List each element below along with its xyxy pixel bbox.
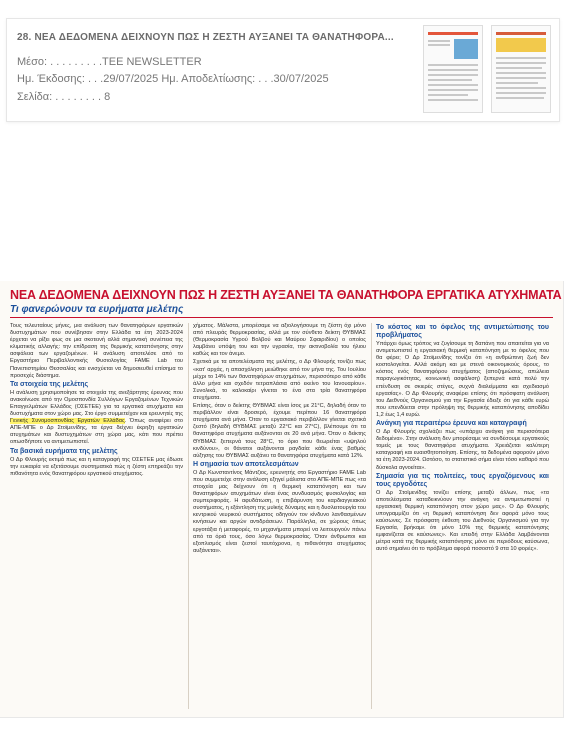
page-thumbnail-2[interactable]	[491, 25, 551, 113]
section-heading: Σημασία για τις πολιτείες, τους εργαζόμενους και τους εργοδότες	[376, 472, 549, 488]
headline-rule	[10, 317, 553, 318]
section-heading: Τα βασικά ευρήματα της μελέτης	[10, 447, 118, 455]
highlighted-text: Γενικής Συνομοσπονδίας Εργατών Ελλάδας	[10, 418, 125, 425]
paragraph: Ο Δρ Στοϊμενίδης τονίζει επίσης μεταξύ άλλων, πως «τα αποτελέσματα καταδεικνύουν την ανάγκη να αντιμετωπιστεί η εργασιακή θερμική καταπόνηση στον χώρο μας». Ο Δρ Φλουρής υπογραμμίζει ότι «η θερμική καταπόνηση δεν αφορά μόνο τους καύσωνες. Σε πρόσφατη έκθεση του Διεθνούς Οργανισμού για την Εργασία, βρήκαμε ότι μόνο 10% της θερμικής καταπόνησης εμφανίζεται σε καύσωνες». Και επειδή στην Ελλάδα λαμβάνονται μέτρα κατά της θερμικής καταπόνησης μόνο σε περιόδους καύσωνα, αυτό σημαίνει ότι το πρόβλημα αφορά ποσοστό 9 στα 10 φορές».	[376, 489, 549, 553]
article-column-1	[10, 323, 183, 479]
paragraph: Τους τελευταίους μήνες, μια ανάλυση των θανατηφόρων εργατικών δυστυχημάτων που συνέβησαν στην Ελλάδα τα έτη 2023-2024 έρχεται να ρίξει φως σε μια σκοτεινή αλλά σημαντική συνέπεια της κλιματικής αλλαγής: την επίδραση της θερμικής καταπόνησης στην ασφάλεια των εργαζομένων. Η ανάλυση αποτελέσε από το Εργαστήριο Περιβαλλοντικής Φυσιολογίας FAME Lab του Πανεπιστημίου Θεσσαλίας και ενισχύεται να δημοσιευθεί επίσημα το προσεχές διάστημα.	[10, 323, 183, 379]
paragraph: Ο Δρ Φλουρής σχολιάζει πως «υπάρχει ανάγκη για περισσότερα δεδομένα». Στην ανάλυση δεν μπορέσαμε να συνδέσουμε εργατικούς τομείς με τους θανατηφόρα ατυχήματα. Χρειάζεται καλύτερη καταγραφή και ευαισθητοποίηση. Επίσης, τα δεδομένα αφορούν μόνο τα έτη 2023-2024. Ωστόσο, το στατιστικό σήμα είναι τόσο καθαρό που δύσκολα αγνοείται».	[376, 429, 549, 471]
article-column-3	[376, 323, 549, 554]
page-line: Σελίδα: . . . . . . . . 8	[17, 91, 111, 103]
section-heading: Το κόστος και το όφελος της αντιμετώπισης του προβλήματος	[376, 324, 549, 339]
medium-line: Μέσο: . . . . . . . . .TEE NEWSLETTER	[17, 56, 202, 68]
section-heading: Η σημασία των αποτελεσμάτων	[193, 460, 299, 468]
page-thumbnail-1[interactable]	[423, 25, 483, 113]
article-title[interactable]: 28. ΝΕΑ ΔΕΔΟΜΕΝΑ ΔΕΙΧΝΟΥΝ ΠΩΣ Η ΖΕΣΤΗ ΑΥΞΑΝΕΙ ΤΑ ΘΑΝΑΤΗΦΟΡΑ...	[17, 32, 394, 43]
paragraph: Ο Δρ Φλουρής εκτιμά πως και η καταγραφή της ΟΣΕΤΕΕ μας έδωσε την ευκαιρία να εξετάσουμε συστηματικά πώς η ζέστη επηρεάζει την πιθανότητα ενός θανατηφόρου εργατικού ατυχήματος.	[10, 456, 183, 477]
column-divider	[371, 323, 372, 709]
paragraph: Σχετικά με τα αποτελέσματα της μελέτης, ο Δρ Φλουρής τονίζει πως «κατ' αρχάς, η απασχόληση μειώθηκε από τον μήνα της. Του Ιουλίου μέχρι το 14% των θανατηφόρων ατυχημάτων, περισσότερο από κάθε άλλο μήνα και σχεδόν τετραπλάσια από εκείνο του Ιανουαρίου». Συνολικά, το καλοκαίρι γίνεται το ένα στα τρία θανατηφόρα ατυχήματα.	[193, 359, 366, 401]
section-heading: Τα στοιχεία της μελέτης	[10, 380, 89, 388]
paragraph: Υπάρχει όμως τρόπος να ζυγίσουμε τη δαπάνη που απαιτείται για να αντιμετωπιστεί η εργασιακή θερμική καταπόνηση με το όφελος που θα φέρει; Ο Δρ Στοϊμενίδης τονίζει ότι «η ανθρώπινη ζωή δεν κοστολογείται. Αλλά ακόμη και με στενά οικονομικούς όρους, το κόστος ενός θανατηφόρου ατυχήματος (αποζημιώσεις, απώλεια παραγωγικότητας, κοινωνική ασφάλιση) ξεπερνά κατά πολύ την επένδυση σε σκιερές στέγες, συχνά διαλείμματα και σχεδιασμό εργασίας». Ο Δρ Φλουρής αναφέρει επίσης ότι πρόσφατη ανάλυση του Διεθνούς Οργανισμού για την Εργασία έδειξε ότι για κάθε ευρώ που επενδύεται στην πρόληψη της θερμικής καταπόνησης αποδίδει 1,2 έως 1,4 ευρώ.	[376, 341, 549, 418]
dates-line: Ημ. Έκδοσης: . . .29/07/2025 Ημ. Αποδελτίωσης: . . .30/07/2025	[17, 73, 329, 85]
paragraph: χήματος. Μάλιστα, μπορέσαμε να αξιολογήσουμε τη ζέστη όχι μόνο από πλευράς θερμοκρασίας, αλλά με τον σύνθετο δείκτη ΘΥΒΜΑΣ (Θερμοκρασία Υγρού Βολβού και Μαύρου Σφαιριδίου) ο οποίος λαμβάνει υπόψη του και την υγρασία, την ακτινοβολία του ήλιου καθώς και τον άνεμο.	[193, 323, 366, 358]
clip-headline: ΝΕΑ ΔΕΔΟΜΕΝΑ ΔΕΙΧΝΟΥΝ ΠΩΣ Η ΖΕΣΤΗ ΑΥΞΑΝΕΙ ΤΑ ΘΑΝΑΤΗΦΟΡΑ ΕΡΓΑΤΙΚΑ ΑΤΥΧΗΜΑΤΑ	[10, 288, 562, 302]
paragraph: Η ανάλυση χρησιμοποίησε τα στοιχεία της ανεξάρτητης έρευνας που ανακοίνωσε από την Ομοσπονδία Συλλόγων Εργαζομένων Τεχνικών Επαγγελμάτων Ελλάδος (ΟΣΕΤΕΕ) για τα εργατικά ατυχήματα και δυστυχήματα στον χώρο μας. Στο έργο συμμετείχαν και ερευνητές της Γενικής Συνομοσπονδίας Εργατών Ελλάδας. Όπως αναφέρει στο ΑΠΕ-ΜΠΕ ο Δρ Στοϊμενίδης, τα έργα δείχνει έκρηξη εργατικών ατυχημάτων και δυστυχημάτων στη χώρα μας, κάτι που πρέπει οπωσδήποτε να αντιμετωπιστεί.	[10, 389, 183, 446]
newspaper-clipping	[0, 281, 564, 718]
article-column-2	[193, 323, 366, 556]
clipping-card[interactable]	[6, 18, 560, 122]
paragraph: Επίσης, όταν ο δείκτης ΘΥΒΜΑΣ είναι ίσος με 21°C, δηλαδή όταν το περιβάλλον είναι δροσερό, έχουμε περίπου 16 θανατηφόρα ατυχήματα ανά μήνα. Όταν το εργασιακό περιβάλλον γίνεται σχετικά ζεστό (δηλαδή ΘΥΒΜΑΣ μεταξύ 22°C και 27°C), βλέπουμε ότι τα θανατηφόρα ατυχήματα αυξάνονται σε 20 ανά μήνα. Όταν ο δείκτης ΘΥΒΜΑΣ ξεπερνά τους 28°C, το όριο που θεωρείται «υψηλού κινδύνου», οι θάνατοι αυξάνονται ραγδαία: κάθε ένας βαθμός αύξησης του ΘΥΒΜΑΣ αυξάνει τα θανατηφόρα ατυχήματα κατά 12%.	[193, 403, 366, 459]
column-divider	[188, 323, 189, 709]
clip-subhead: Τι φανερώνουν τα ευρήματα μελέτης	[10, 304, 184, 315]
paragraph: Ο Δρ Κωνσταντίνος Μάντζιος, ερευνητής στο Εργαστήριο FAME Lab που συμμετείχε στην ανάλυση εξηγεί μάλιστα στο ΑΠΕ-ΜΠΕ πως «τα στοιχεία μας δείχνουν ότι η θερμική καταπόνηση και των θανατηφόρων ατυχημάτων είναι ένας συνδυασμός φυσιολογίας και συμπεριφοράς. Η αφυδάτωση, η επιβάρυνση του καρδιαγγειακού συστήματος, η εξάντληση της μυϊκής δύναμης και η δυσλειτουργία του κεντρικού νευρικού συστήματος οδηγούν τον κίνδυνο λανθασμένων κινήσεων και αργών αντιδράσεων. Παράλληλα, σε χώρους όπως εργοτάξια ή μεταφορές, το μηχανήματα μπορεί να λειτουργούν πάνω από τα όριά τους, όσο λόγω θερμοκρασίας. Όταν άνθρωποι και εξοπλισμός είναι ζεστοί ταυτόχρονα, η πιθανότητα ατυχήματος αυξάνεται».	[193, 469, 366, 554]
section-heading: Ανάγκη για περαιτέρω έρευνα και καταγραφή	[376, 420, 527, 428]
